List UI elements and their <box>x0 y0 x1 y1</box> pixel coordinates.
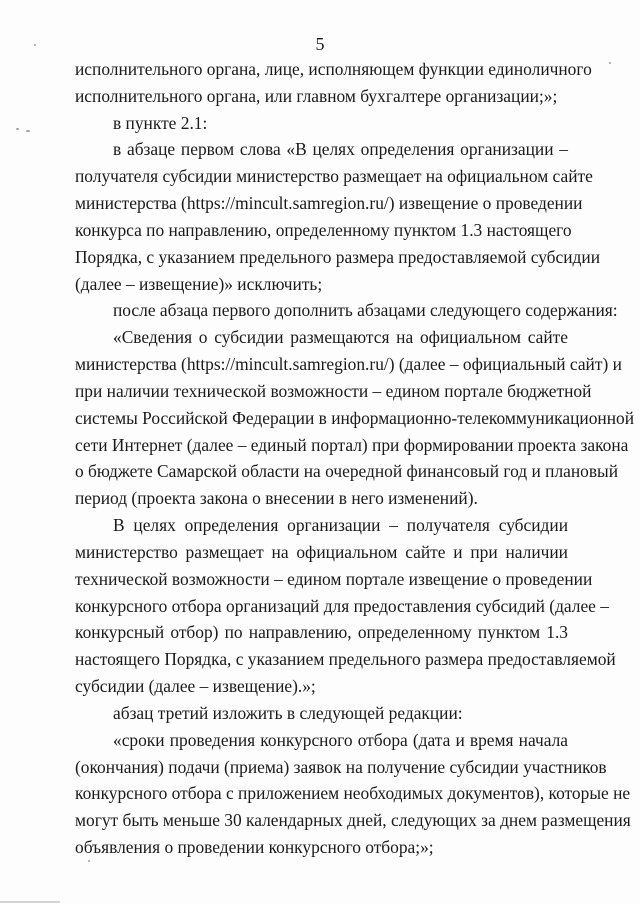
text-line: (далее – извещение)» исключить; <box>75 274 323 294</box>
text-line: могут быть меньше 30 календарных дней, следующих за днем размещения <box>75 810 631 830</box>
text-line: министерства (https://mincult.samregion.ru/) извещение о проведении <box>75 193 583 213</box>
text-line: министерство размещает на официальном сайте и при наличии <box>75 542 568 562</box>
text-line: (окончания) подачи (приема) заявок на получение субсидии участников <box>75 757 607 777</box>
text-line: министерства (https://mincult.samregion.ru/) (далее – официальный сайт) и <box>75 354 622 374</box>
scan-edge-mark <box>0 901 60 903</box>
scan-speck <box>609 62 611 64</box>
text-line: субсидии (далее – извещение).»; <box>75 676 316 696</box>
scan-speck <box>16 128 19 130</box>
text-line: конкурса по направлению, определенному пунктом 1.3 настоящего <box>75 220 572 240</box>
text-line: конкурсный отбор) по направлению, определенному пунктом 1.3 <box>75 622 568 642</box>
text-line: исполнительного органа, или главном бухгалтере организации;»; <box>75 86 558 106</box>
scan-speck <box>88 860 90 862</box>
text-line: настоящего Порядка, с указанием предельного размера предоставляемой <box>75 649 616 669</box>
text-line: технической возможности – едином портале извещение о проведении <box>75 569 593 589</box>
text-line: системы Российской Федерации в информационно-телекоммуникационной <box>75 408 635 428</box>
text-line: сети Интернет (далее – единый портал) при формировании проекта закона <box>75 435 629 455</box>
text-line: о бюджете Самарской области на очередной финансовый год и плановый <box>75 461 619 481</box>
text-line: конкурсного отбора организаций для предоставления субсидий (далее – <box>75 596 609 616</box>
text-line: конкурсного отбора с приложением необходимых документов), которые не <box>75 783 631 803</box>
scan-speck <box>26 130 30 132</box>
text-line: при наличии технической возможности – едином портале бюджетной <box>75 381 592 401</box>
text-line: Порядка, с указанием предельного размера предоставляемой субсидии <box>75 247 601 267</box>
text-line: «сроки проведения конкурсного отбора (дата и время начала <box>113 730 568 750</box>
text-line: абзац третий изложить в следующей редакции: <box>113 703 463 723</box>
scan-speck <box>34 44 36 46</box>
text-line: исполнительного органа, лице, исполняющем функции единоличного <box>75 59 592 79</box>
text-line: после абзаца первого дополнить абзацами следующего содержания: <box>113 300 618 320</box>
text-line: «Сведения о субсидии размещаются на официальном сайте <box>113 327 568 347</box>
text-line: В целях определения организации – получателя субсидии <box>113 515 568 535</box>
text-line: получателя субсидии министерство размещает на официальном сайте <box>75 166 593 186</box>
text-line: в пункте 2.1: <box>113 113 208 133</box>
page-number: 5 <box>315 34 325 54</box>
text-line: объявления о проведении конкурсного отбора;»; <box>75 837 434 857</box>
text-line: период (проекта закона о внесении в него изменений). <box>75 488 478 508</box>
text-line: в абзаце первом слова «В целях определения организации – <box>113 139 568 159</box>
